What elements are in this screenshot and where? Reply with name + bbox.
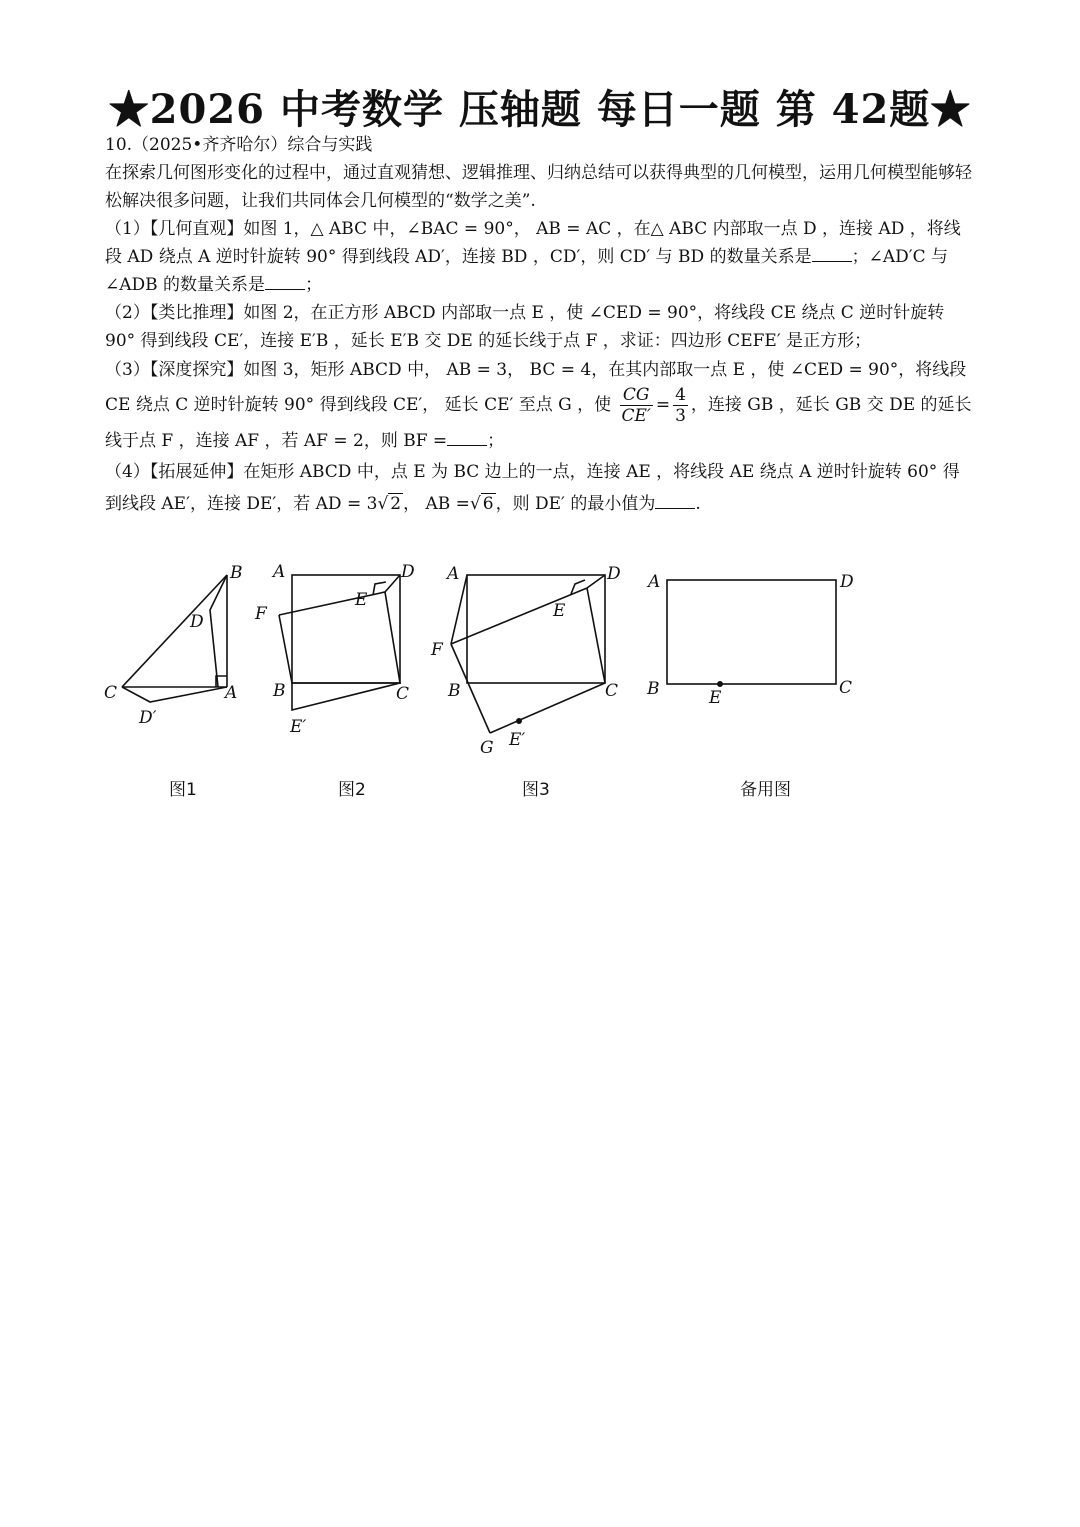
part-3-text-b: ，连接 GB ，延长 GB 交 DE 的延长线于点 F ，连接 AF ，若 AF = 2，则 BF = bbox=[105, 395, 972, 451]
fraction-four-thirds bbox=[673, 385, 688, 426]
problem-text bbox=[105, 131, 975, 520]
fig3-label-f: F bbox=[431, 640, 443, 660]
fig2-label-a: A bbox=[273, 562, 286, 582]
part-1-text-c: ； bbox=[305, 275, 323, 295]
fraction-denominator: CE′ bbox=[621, 406, 651, 426]
answer-blank-1[interactable] bbox=[812, 247, 852, 262]
answer-blank-3[interactable] bbox=[447, 431, 487, 446]
part-2: （2）【类比推理】如图 2，在正方形 ABCD 内部取一点 E ，使 ∠CED = 90°，将线段 CE 绕点 C 逆时针旋转 90° 得到线段 CE′，连接 E′B ，延长 E′B 交 DE 的延长线于点 F ，求证：四边形 CEFE′ 是正方形； bbox=[105, 303, 945, 351]
fig4-label-c: C bbox=[839, 678, 853, 698]
fig3-label-a: A bbox=[447, 564, 460, 584]
fig3-label-c: C bbox=[605, 681, 619, 701]
part-3 bbox=[105, 355, 975, 456]
figure-2-diagram bbox=[279, 575, 400, 710]
fig3-label-ep: E′ bbox=[509, 730, 526, 750]
fig2-segment-ed bbox=[385, 575, 400, 592]
fig2-label-e: E bbox=[355, 590, 368, 610]
fig1-label-a: A bbox=[225, 683, 238, 703]
fig3-caption: 图3 bbox=[522, 780, 550, 800]
figure-4-diagram bbox=[667, 580, 836, 684]
fig2-label-d: D bbox=[401, 562, 415, 582]
fig1-segment-bda bbox=[210, 575, 227, 687]
fig2-caption: 图2 bbox=[338, 780, 366, 800]
fraction-numerator: CG bbox=[620, 385, 653, 406]
fig1-label-d: D bbox=[190, 612, 204, 632]
fig1-label-dp: D′ bbox=[139, 708, 157, 728]
part-3-text-c: ； bbox=[487, 431, 505, 451]
fig4-label-a: A bbox=[648, 572, 661, 592]
fig4-rect-abcd bbox=[667, 580, 836, 684]
fig2-f-e-c-b bbox=[279, 592, 400, 683]
problem-intro: 在探索几何图形变化的过程中，通过直观猜想、逻辑推理、归纳总结可以获得典型的几何模型，运用几何模型能够轻松解决很多问题，让我们共同体会几何模型的“数学之美”. bbox=[105, 163, 972, 211]
figures-svg bbox=[95, 555, 875, 805]
part-4 bbox=[105, 456, 975, 520]
fig2-f-b-ep-c bbox=[279, 615, 400, 710]
fraction-cg-ce bbox=[620, 385, 653, 426]
fig2-label-ep: E′ bbox=[290, 717, 307, 737]
part-4-text-a: （4）【拓展延伸】在矩形 ABCD 中，点 E 为 BC 边上的一点，连接 AE ，将线段 AE 绕点 A 逆时针旋转 60° 得到线段 AE′，连接 DE′，若 AD = 3 bbox=[105, 462, 960, 514]
fig3-segment-ec bbox=[587, 588, 605, 683]
fig2-label-c: C bbox=[396, 684, 410, 704]
answer-blank-4[interactable] bbox=[655, 494, 695, 509]
part-4-text-b: ， AB = bbox=[403, 494, 470, 514]
page-title: ★2026 中考数学 压轴题 每日一题 第 42题★ bbox=[108, 86, 972, 133]
equals-sign: = bbox=[655, 395, 671, 415]
part-1-text-b: ；∠AD′C 与 ∠ADB 的数量关系是 bbox=[105, 247, 948, 295]
fig2-square-abcd bbox=[292, 575, 400, 683]
fig3-segment-ed bbox=[587, 575, 605, 588]
fig4-label-e: E bbox=[709, 688, 722, 708]
fig1-segment-cdpa bbox=[122, 687, 227, 702]
fig3-segment-gc bbox=[490, 683, 605, 733]
part-1 bbox=[105, 215, 975, 299]
fig1-caption: 图1 bbox=[169, 780, 197, 800]
fig1-segment-cb bbox=[122, 575, 227, 687]
fig4-point-e bbox=[717, 681, 723, 687]
fig3-label-e: E bbox=[553, 601, 566, 621]
answer-blank-2[interactable] bbox=[265, 275, 305, 290]
fig4-label-b: B bbox=[647, 679, 660, 699]
fraction2-numerator: 4 bbox=[675, 385, 686, 405]
fig3-label-b: B bbox=[448, 681, 461, 701]
sqrt-2: √ 2 bbox=[377, 494, 402, 514]
figure-1-diagram bbox=[122, 575, 227, 702]
fig3-label-d: D bbox=[607, 564, 621, 584]
fig4-caption: 备用图 bbox=[740, 780, 791, 800]
fraction2-denominator: 3 bbox=[675, 406, 686, 426]
fig4-label-d: D bbox=[840, 572, 854, 592]
fig3-segment-fa bbox=[451, 575, 467, 644]
fig3-point-ep bbox=[516, 718, 522, 724]
fig3-label-g: G bbox=[480, 738, 494, 758]
fig1-label-b: B bbox=[230, 563, 243, 583]
part-4-text-d: . bbox=[695, 494, 701, 514]
fig2-label-f: F bbox=[255, 604, 267, 624]
part-4-text-c: ，则 DE′ 的最小值为 bbox=[495, 494, 656, 514]
fig1-label-c: C bbox=[104, 683, 118, 703]
fig2-label-b: B bbox=[273, 681, 286, 701]
sqrt-6: √ 6 bbox=[469, 494, 494, 514]
figure-3-diagram bbox=[451, 575, 605, 733]
part-3-text-a: （3）【深度探究】如图 3，矩形 ABCD 中， AB = 3， BC = 4，在其内部取一点 E ，使 ∠CED = 90°，将线段 CE 绕点 C 逆时针旋转 90° 得到线段 CE′， 延长 CE′ 至点 G ，使 bbox=[105, 360, 967, 415]
part-1-text-a: （1）【几何直观】如图 1，△ ABC 中，∠BAC = 90°， AB = AC ，在△ ABC 内部取一点 D ，连接 AD ，将线段 AD 绕点 A 逆时针旋转 90° 得到线段 AD′，连接 BD ，CD′，则 CD′ 与 BD 的数量关系是 bbox=[105, 219, 961, 267]
fig3-segment-fe bbox=[451, 588, 587, 644]
problem-header: 10.（2025•齐齐哈尔）综合与实践 bbox=[105, 135, 373, 155]
figures-row bbox=[95, 555, 875, 805]
